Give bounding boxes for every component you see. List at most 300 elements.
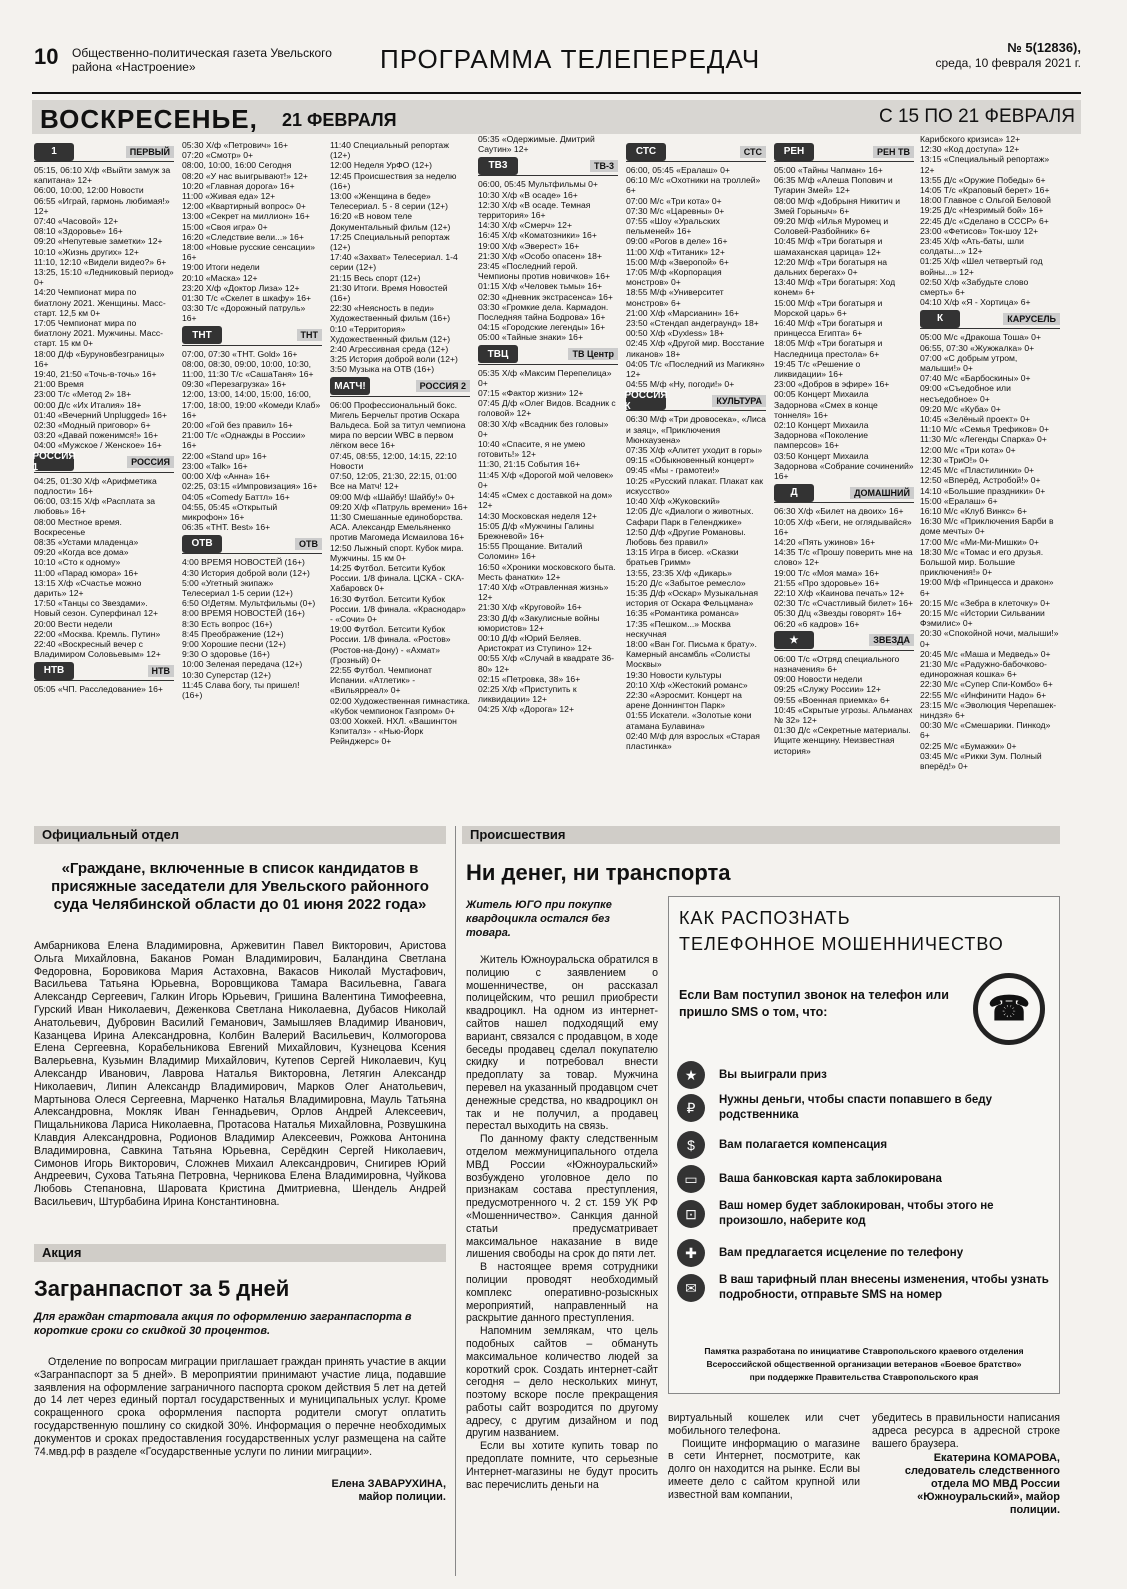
program-listing: 15:00 М/ф «Три богатыря и Морской царь» 6+: [774, 297, 883, 318]
program-listing: 22:10 Х/ф «Каинова печать» 12+: [774, 587, 905, 598]
program-listing: 13:00 «Секрет на миллион» 16+: [182, 211, 310, 222]
program-listing: 16:35 «Романтика романса»: [626, 608, 739, 619]
program-listing: 06:00 Т/с «Отряд специального назначения» 6+: [774, 653, 900, 674]
channel-name: ЗВЕЗДА: [869, 634, 914, 646]
program-listing: 00:00 Х/ф «Анна» 16+: [182, 471, 270, 482]
program-listing: 10:40 «Спасите, я не умею готовить!» 12+: [478, 439, 586, 460]
program-listing: 12:00 «Квартирный вопрос» 0+: [182, 201, 306, 212]
channel-header: [182, 534, 322, 554]
incident-section-band: Происшествия: [462, 826, 1060, 844]
publication-name: Общественно-политическая газета Увельского района «Настроение»: [72, 46, 332, 74]
program-listing: 06:00, 05:45 Мультфильмы 0+: [478, 179, 598, 190]
channel-name: РЕН ТВ: [873, 146, 914, 158]
program-listing: 01:40 «Вечерний Unplugged» 16+: [34, 409, 167, 420]
scam-footer-line1: Памятка разработана по инициативе Ставропольского краевого отделения: [704, 1346, 1024, 1356]
program-listing: 9:00 Хорошие песни (12+): [182, 638, 286, 649]
program-listing: 08:10 «Здоровье» 16+: [34, 226, 123, 237]
program-listing: 08:35 «Устами младенца»: [34, 536, 139, 547]
issue-date: среда, 10 февраля 2021 г.: [935, 56, 1081, 70]
channel-logo-icon: РОССИЯ К: [624, 389, 668, 412]
program-listing: 12:45 М/с «Пластилинки» 0+: [920, 465, 1034, 476]
program-listing: 14:35 Т/с «Прошу поверить мне на слово» 12+: [774, 547, 913, 568]
program-listing: 04:25, 01:30 Х/ф «Арифметика подлости» 16+: [34, 475, 157, 496]
channel-name: СТС: [740, 146, 766, 158]
program-listing: 04:10 Х/ф «Я - Хортица» 6+: [920, 297, 1031, 308]
program-listing: 20:15 М/с «Истории Сильвании Фэмилис» 0+: [920, 607, 1045, 629]
program-listing: 01:25 Х/ф «Шел четвертый год войны...» 12+: [920, 256, 1043, 277]
program-listing: 22:55 М/с «Инфинити Надо» 6+: [920, 689, 1047, 700]
channel-name: КУЛЬТУРА: [712, 395, 766, 407]
scam-item: ✉ В ваш тарифный план внесены изменения, чтобы узнать подробности, отправьте SMS на номер: [677, 1273, 1053, 1303]
action-headline: Загранпаспот за 5 дней: [34, 1276, 290, 1301]
channel-logo-icon: Д: [774, 484, 814, 502]
program-listing: 06:55, 07:30 «Жужжалка» 0+: [920, 342, 1035, 353]
program-listing: 08:30 Х/ф «Всадник без головы» 0+: [478, 418, 609, 439]
channel-header: [626, 391, 766, 411]
program-listing: 6:50 О!Детям. Мультфильмы (0+): [182, 598, 316, 609]
program-listing: 11:00 «Парад юмора» 16+: [34, 567, 139, 578]
program-listing: 19:25 Д/с «Незримый бой» 16+: [920, 205, 1044, 216]
program-listing: 16:30 Футбол. Бетсити Кубок России. 1/8 финала. «Краснодар» - «Сочи» 0+: [330, 593, 466, 624]
incident-p7: Поищите информацию о магазине в сети Интернет, посмотрите, как долго он находится на рынке. Если вы имеете дело с сайтом крупной или известной вам компании,: [668, 1437, 860, 1501]
program-listing: 13:25, 15:10 «Ледниковый период» 0+: [34, 267, 174, 288]
channel-header: [34, 453, 174, 473]
program-listing: 22:45 Д/с «Сделано в СССР» 6+: [920, 215, 1049, 226]
tv-column-2: [182, 140, 322, 830]
program-listing: 09:00 «Рогов в деле» 16+: [626, 236, 728, 247]
scam-item: ₽ Нужны деньги, чтобы спасти попавшего в беду родственника: [677, 1093, 1053, 1123]
program-listing: 10:40 Х/ф «Жуковский»: [626, 496, 720, 507]
program-listing: 08:20 «У нас выигрывают!» 12+: [182, 170, 308, 181]
program-listing: 03:45 М/с «Рикки Зум. Полный вперёд!» 0+: [920, 750, 1042, 771]
program-listing: 22:30 М/с «Супер Спи-Комбо» 6+: [920, 679, 1053, 690]
program-listing: 14:20 «Пять ужинов» 16+: [774, 536, 876, 547]
tv-column-4: [478, 134, 618, 830]
program-listing: 12:00, 13:00, 14:00, 15:00, 16:00, 17:00, 18:00, 19:00 «Комеди Клаб» 16+: [182, 389, 321, 420]
program-listing: 11:40 Специальный репортаж (12+): [330, 140, 449, 161]
program-listing: 07:15 «Фактор жизни» 12+: [478, 388, 584, 399]
incident-column-1: [466, 954, 658, 1491]
program-listing: 01:15 Х/ф «Человек тьмы» 16+: [478, 281, 603, 292]
program-listing: 21:30 Х/ф «Круговой» 16+: [478, 602, 582, 613]
program-listing: 00:05 Концерт Михаила Задорнова «Смех в конце тоннеля» 16+: [774, 389, 878, 420]
program-listing: 20:45 М/с «Маша и Медведь» 0+: [920, 648, 1051, 659]
program-listing: 09:00 Новости недели: [774, 674, 863, 685]
action-sig-name: Елена ЗАВАРУХИНА,: [331, 1478, 446, 1490]
program-listing: 15:05 Д/ф «Мужчины Галины Брежневой» 16+: [478, 520, 594, 541]
program-listing: 12:50 Д/ф «Другие Романовы. Любовь без правил»: [626, 526, 746, 547]
program-listing: 14:45 «Смех с доставкой на дом» 12+: [478, 490, 613, 511]
channel-logo-icon: 1: [34, 143, 74, 161]
program-listing: 17:40 «Захват» Телесериал. 1-4 серии (12+): [330, 252, 458, 273]
program-listing: 05:15, 06:10 Х/ф «Выйти замуж за капитана» 12+: [34, 165, 171, 186]
program-listing: 01:30 Т/с «Скелет в шкафу» 16+: [182, 293, 312, 304]
action-section-band: Акция: [34, 1244, 446, 1262]
program-listing: 03:00 Хоккей. НХЛ. «Вашингтон Кэпиталз» - «Нью-Йорк Рейнджерс» 0+: [330, 715, 457, 747]
scam-footer: [675, 1345, 1053, 1384]
program-listing: 08:00, 08:30, 09:00, 10:00, 10:30, 11:00, 11:30 Т/с «СашаТаня» 16+: [182, 358, 314, 380]
official-section-band: Официальный отдел: [34, 826, 446, 844]
program-listing: 09:20 Х/ф «Патруль времени» 16+: [330, 501, 468, 512]
program-listing: 20:30 «Спокойной ночи, малыши!» 0+: [920, 628, 1059, 649]
program-listing: 11:30 Смешанные единоборства. АСА. Александр Емельяненко против Магомеда Исмаилова 16+: [330, 511, 465, 543]
program-listing: 8:00 ВРЕМЯ НОВОСТЕЙ (16+): [182, 608, 305, 619]
program-listing: 2:40 Агрессивная среда (12+): [330, 344, 449, 355]
incident-sig-title: следователь следственного отдела МО МВД России «Южноуральский», майор полиции.: [904, 1465, 1060, 1516]
program-listing: 03:30 «Громкие дела. Кармадон. Последняя тайна Бодрова» 16+: [478, 301, 609, 323]
program-listing: 13:00 «Женщина в беде» Телесериал. 5 - 8 серии (12+): [330, 191, 449, 212]
channel-name: ОТВ: [295, 538, 322, 550]
channel-name: РОССИЯ 2: [416, 380, 470, 392]
channel-name: ТНТ: [297, 329, 323, 341]
program-listing: 10:10 «Жизнь других» 12+: [34, 246, 139, 257]
incident-p5: Если вы хотите купить товар по предоплате помните, что серьезные Интернет-магазины не будут просить вас перечислить деньги на: [466, 1440, 658, 1491]
section-title: ПРОГРАММА ТЕЛЕПЕРЕДАЧ: [380, 44, 761, 74]
incident-p3: В настоящее время сотрудники полиции проводят необходимый комплекс оперативно-розыскных мероприятий, направленный на раскрытие данного преступления.: [466, 1261, 658, 1325]
program-listing: 18:00 «Ван Гог. Письма к брату». Камерный ансамбль «Солисты Москвы»: [626, 638, 757, 670]
program-listing: 02:25 Х/ф «Приступить к ликвидации» 12+: [478, 683, 577, 705]
program-listing: 11:00 «Живая еда» 12+: [182, 191, 276, 202]
program-listing: 09:30 «Перезагрузка» 16+: [182, 379, 287, 390]
header-rule: [32, 92, 1081, 94]
program-listing: 23:30 Д/ф «Закулисные войны юмористов» 12+: [478, 612, 600, 633]
incident-p8: убедитесь в правильности написания адреса ресурса в адресной строке вашего браузера.: [872, 1412, 1060, 1450]
program-listing: 9:30 О здоровье (16+): [182, 649, 270, 660]
program-listing: 09:45 «Мы - грамотеи!»: [626, 465, 720, 476]
program-listing: 19:00 Х/ф «Эверест» 16+: [478, 240, 580, 251]
program-listing: 04:25 Х/ф «Дорога» 12+: [478, 704, 574, 715]
channel-name: КАРУСЕЛЬ: [1003, 313, 1060, 325]
channel-header: [182, 326, 322, 346]
program-listing: 16:30 М/с «Приключения Барби в доме мечты» 0+: [920, 516, 1054, 537]
program-listing: 09:15 «Обыкновенный концерт»: [626, 455, 755, 466]
channel-logo-icon: РОССИЯ 1: [32, 451, 76, 474]
issue-number: № 5(12836),: [1007, 40, 1081, 55]
program-listing: 11:45 Х/ф «Дорогой мой человек» 0+: [478, 469, 614, 490]
program-listing: 08:00 Местное время. Воскресенье: [34, 516, 122, 537]
scam-title: [679, 905, 1004, 957]
program-listing: 06:00, 10:00, 12:00 Новости: [34, 185, 144, 196]
program-listing: 10:30 Суперстар (12+): [182, 669, 271, 680]
program-listing: 15:00 «Своя игра» 0+: [182, 221, 268, 232]
program-listing: 23:45 «Последний герой. Чемпионы против новичков» 16+: [478, 261, 610, 282]
channel-name: РОССИЯ: [127, 456, 174, 468]
program-listing: 4:00 ВРЕМЯ НОВОСТЕЙ (16+): [182, 557, 305, 568]
program-listing: 21:00 Время: [34, 379, 84, 390]
program-listing: 13:15 «Специальный репортаж» 12+: [920, 154, 1050, 175]
program-listing: 03:30 Т/с «Дорожный патруль» 16+: [182, 303, 306, 324]
program-listing: 15:00 «Ералаш» 6+: [920, 495, 998, 506]
program-listing: 06:00 Профессиональный бокс. Мигель Берчельт против Оскара Вальдеса. Бой за титул чемпиона мира по версии WBC в первом лёгком весе 16+: [330, 399, 466, 451]
action-signature: [240, 1478, 446, 1504]
channel-header: [774, 142, 914, 162]
program-listing: 05:00 «Тайны Чапман» 16+: [774, 165, 883, 175]
program-listing: 8:30 Есть вопрос (16+): [182, 618, 273, 629]
program-listing: 21:30 М/с «Радужно-бабочково-единорожная кошка» 6+: [920, 658, 1047, 680]
program-listing: 23:00 Т/с «Метод 2» 18+: [34, 389, 132, 400]
program-listing: 23:45 Х/ф «Ать-баты, шли солдаты...» 12+: [920, 236, 1024, 257]
program-listing: 04:55 М/ф «Ну, погоди!» 0+: [626, 379, 735, 390]
program-listing: 19:40, 21:50 «Точь-в-точь» 16+: [34, 369, 157, 380]
program-listing: 16:40 М/ф «Три богатыря и принцесса Египта» 6+: [774, 318, 883, 339]
program-listing: 02:15 «Петровка, 38» 16+: [478, 673, 581, 684]
program-listing: 04:05 Т/с «Последний из Магикян» 12+: [626, 358, 765, 380]
program-listing: 07:45, 08:55, 12:00, 14:15, 22:10 Новости: [330, 450, 457, 471]
scam-item: ✚ Вам предлагается исцеление по телефону: [677, 1239, 1053, 1267]
channel-logo-icon: ТВЦ: [478, 345, 518, 363]
program-listing: 13:15 Х/ф «Счастье можно дарить» 12+: [34, 577, 142, 598]
program-listing: 12:50 Лыжный спорт. Кубок мира. Мужчины. 15 км 0+: [330, 542, 464, 563]
program-listing: 22:00 «Москва. Кремль. Путин»: [34, 628, 161, 639]
coins-icon: $: [677, 1131, 705, 1159]
action-sig-title: майор полиции.: [358, 1491, 446, 1503]
program-listing: 17:05 Чемпионат мира по биатлону 2021. Мужчины. Масс-старт. 15 км 0+: [34, 318, 164, 349]
program-listing: 12:30 «ТриО!» 0+: [920, 454, 990, 465]
program-listing: 07:40 «Часовой» 12+: [34, 216, 119, 227]
medical-kit-icon: ✚: [677, 1239, 705, 1267]
incident-column-3: [872, 1412, 1060, 1450]
scam-footer-line3: при поддержке Правительства Ставропольского края: [749, 1372, 979, 1382]
program-listing: 23:00 «Фетисов» Ток-шоу 12+: [920, 225, 1039, 236]
phone-warning-icon: ☎: [973, 973, 1045, 1045]
program-listing: 20:00 «Гой без правил» 16+: [182, 420, 293, 431]
program-listing: 17:05 М/ф «Корпорация монстров» 0+: [626, 267, 722, 288]
program-listing: 19:30 Новости культуры: [626, 669, 722, 680]
program-listing: 05:30 Х/ф «Петрович» 16+: [182, 140, 289, 150]
envelope-icon: ✉: [677, 1274, 705, 1302]
program-listing: 10:30 Х/ф «В осаде» 16+: [478, 189, 578, 200]
channel-name: ТВ Центр: [568, 348, 618, 360]
program-listing: 05:05 «ЧП. Расследование» 16+: [34, 684, 163, 695]
program-listing: 15:00 М/ф «Зверопой» 6+: [626, 256, 729, 267]
action-body: [34, 1356, 446, 1458]
channel-name: ПЕРВЫЙ: [126, 146, 174, 158]
program-listing: 4:30 История доброй воли (12+): [182, 567, 310, 578]
program-listing: 02:30 «Дневник экстрасенса» 16+: [478, 291, 613, 302]
scam-item: ▭ Ваша банковская карта заблокирована: [677, 1165, 1053, 1193]
program-listing: 20:10 Х/ф «Жестокий романс»: [626, 679, 748, 690]
incident-headline: Ни денег, ни транспорта: [466, 860, 731, 885]
program-listing: 10:05 Х/ф «Беги, не оглядывайся» 16+: [774, 516, 912, 537]
program-listing: 07:00 «С добрым утром, малыши!» 0+: [920, 352, 1018, 374]
program-listing: 19:45 Т/с «Решение о ликвидации» 16+: [774, 358, 861, 380]
action-lead: Для граждан стартовала акция по оформлению загранпаспорта в короткие сроки со скидкой 30 процентов.: [34, 1311, 412, 1337]
program-listing: 12:05 Д/с «Диалоги о животных. Сафари Парк в Геленджике»: [626, 506, 754, 527]
incident-column-2: [668, 1412, 860, 1502]
program-listing: 06:20 «6 кадров» 16+: [774, 618, 860, 629]
program-listing: 20:10 «Маска» 12+: [182, 272, 258, 283]
program-listing: 09:20 М/ф «Илья Муромец и Соловей-Разбойник» 6+: [774, 216, 889, 237]
tv-column-5: [626, 140, 766, 830]
program-listing: 11:00 Х/ф «Титаник» 12+: [626, 246, 725, 257]
channel-logo-icon: ТНТ: [182, 326, 222, 344]
channel-header: [34, 142, 174, 162]
program-listing: 12:00 Неделя УрФО (12+): [330, 160, 433, 171]
channel-header: [774, 483, 914, 503]
program-listing: 05:30 Д/ц «Звезды говорят» 16+: [774, 608, 902, 619]
program-listing: 06:00, 03:15 Х/ф «Расплата за любовь» 16+: [34, 496, 156, 517]
program-listing: 11:45 Слава богу, ты пришел! (16+): [182, 679, 300, 700]
channel-logo-icon: СТС: [626, 143, 666, 161]
program-listing: 03:20 «Давай поженимся!» 16+: [34, 430, 159, 441]
program-listing: 02:30 «Модный приговор» 6+: [34, 420, 151, 431]
program-listing: 06:30 Х/ф «Билет на двоих» 16+: [774, 506, 904, 517]
channel-header: [626, 142, 766, 162]
incident-p6: виртуальный кошелек или счет мобильного телефона.: [668, 1412, 860, 1437]
channel-logo-icon: РЕН: [774, 143, 814, 161]
program-listing: 20:15 М/с «Зебра в клеточку» 0+: [920, 597, 1051, 608]
program-listing: 07:45 Д/ф «Олег Видов. Всадник с головой» 12+: [478, 398, 616, 419]
scam-infobox: [668, 896, 1060, 1394]
program-listing: 22:30 «Неясность в педи» Художественный фильм (16+): [330, 303, 451, 324]
channel-logo-icon: МАТЧ!: [330, 377, 370, 395]
program-listing: 02:25 М/с «Бумажки» 0+: [920, 740, 1017, 751]
program-listing: 3:50 Музыка на ОТВ (16+): [330, 364, 435, 375]
program-listing: 14:05 Т/с «Краповый берет» 16+: [920, 185, 1050, 196]
incident-sig-name: Екатерина КОМАРОВА,: [933, 1452, 1060, 1464]
scam-item: $ Вам полагается компенсация: [677, 1131, 1053, 1159]
program-listing: 05:00 М/с «Дракоша Тоша» 0+: [920, 332, 1041, 343]
program-listing: Карибского кризиса» 12+: [920, 134, 1021, 144]
program-listing: 02:45 Х/ф «Другой мир. Восстание ликанов» 18+: [626, 338, 765, 359]
program-listing: 12:30 Х/ф «В осаде. Темная территория» 16+: [478, 199, 591, 221]
channel-header: [774, 631, 914, 651]
program-listing: 14:30 Х/ф «Смерч» 12+: [478, 220, 572, 231]
program-listing: 05:00 «Тайные знаки» 16+: [478, 332, 583, 343]
day-date: 21 ФЕВРАЛЯ: [282, 110, 397, 130]
program-listing: 07:00, 07:30 «ТНТ. Gold» 16+: [182, 348, 298, 359]
program-listing: 06:55 «Играй, гармонь любимая!» 12+: [34, 195, 170, 216]
program-listing: 18:00 Главное с Ольгой Беловой: [920, 195, 1051, 206]
program-listing: 18:00 «Новые русские сенсации» 16+: [182, 242, 315, 263]
program-listing: 13:40 М/ф «Три богатыря: Ход конем» 6+: [774, 277, 896, 298]
channel-header: [478, 156, 618, 176]
program-listing: 07:30 М/с «Царевны» 0+: [626, 205, 725, 216]
program-listing: 02:40 М/ф для взрослых «Старая пластинка»: [626, 730, 760, 751]
channel-name: ТВ-3: [590, 160, 618, 172]
program-listing: 07:55 «Шоу «Уральских пельменей» 16+: [626, 216, 720, 237]
section-divider: [455, 826, 456, 1576]
program-listing: 19:00 Т/с «Моя мама» 16+: [774, 567, 880, 578]
program-listing: 15:55 Прощание. Виталий Соломин» 16+: [478, 541, 583, 562]
channel-header: [330, 377, 470, 397]
program-listing: 20:00 Вести недели: [34, 618, 113, 629]
program-listing: 17:25 Специальный репортаж (12+): [330, 231, 450, 253]
program-listing: 18:05 М/ф «Три богатыря и Наследница престола» 6+: [774, 338, 883, 359]
program-listing: 23:20 Х/ф «Доктор Лиза» 12+: [182, 282, 300, 293]
program-listing: 10:45 М/ф «Три богатыря и шамаханская царица» 12+: [774, 236, 883, 257]
issue-info: [936, 40, 1082, 71]
program-listing: 04:05 «Comedy Баттл» 16+: [182, 491, 290, 502]
program-listing: 07:40 М/с «Барбоскины» 0+: [920, 373, 1031, 384]
program-listing: 08:00 М/ф «Добрыня Никитич и Змей Горыныч» 6+: [774, 195, 901, 216]
program-listing: 12:50 «Вперёд, Астробой!» 0+: [920, 475, 1041, 486]
incident-p2: По данному факту следственным отделом межмуниципального отдела МВД России «Южноуральский» возбуждено уголовное дело по признакам состава преступления, предусмотренного ч. 2 ст. 159 УК РФ «Мошенничество». Санкция данной статьи предусматривает максимальное наказание в виде лишения свободы на срок до пяти лет.: [466, 1133, 658, 1261]
channel-name: ДОМАШНИЙ: [850, 487, 914, 499]
program-listing: 06:00, 05:45 «Ералаш» 0+: [626, 165, 730, 175]
program-listing: 14:30 Московская неделя 12+: [478, 510, 597, 521]
program-listing: 10:45 «Зелёный проект» 0+: [920, 414, 1031, 425]
program-listing: 03:50 Концерт Михаила Задорнова «Собрание сочинений» 16+: [774, 450, 914, 482]
program-listing: 21:00 Х/ф «Марсианин» 16+: [626, 307, 739, 318]
program-listing: 09:00 М/ф «Шайбу! Шайбу!» 0+: [330, 491, 455, 502]
program-listing: 02:50 Х/ф «Забудьте слово смерть» 6+: [920, 276, 1029, 298]
program-listing: 16:20 «Следствие вели...» 16+: [182, 231, 304, 242]
program-listing: 21:55 «Про здоровье» 16+: [774, 577, 880, 588]
scam-title-line2: ТЕЛЕФОННОЕ МОШЕННИЧЕСТВО: [679, 934, 1004, 954]
program-listing: 16:20 «В новом теле Документальный фильм (12+): [330, 211, 451, 232]
channel-header: [34, 661, 174, 681]
incident-p1: Житель Южноуральска обратился в полицию с заявлением о мошенничестве, он рассказал полицейским, что решил приобрести квадроцикл. На одном из интернет-сайтов нашел подходящий ему вариант, связался с продавцом, в ходе беседы продавец сделал покупателю скидку и потребовал внести предоплату за товар. Мужчина перевел на указанный продавцом счет денежные средства, но квадроцикл он так и не получил, а продавец перестал выходить на связь.: [466, 954, 658, 1133]
program-listing: 10:45 «Скрытые угрозы. Альманах № 32» 12+: [774, 704, 913, 725]
program-listing: 14:20 Чемпионат мира по биатлону 2021. Женщины. Масс-старт. 12,5 км 0+: [34, 287, 166, 318]
program-listing: 10:00 Зеленая передача (12+): [182, 659, 303, 670]
program-listing: 06:30 М/ф «Три дровосека», «Лиса и заяц», «Приключения Мюнхаузена»: [626, 414, 766, 445]
program-listing: 5:00 «Угетный экипаж» Телесериал 1-5 серии (12+): [182, 577, 293, 598]
program-listing: 05:35 Х/ф «Максим Перепелица» 0+: [478, 367, 612, 388]
program-listing: 02:00 Художественная гимнастика. «Кубок чемпионок Газпром» 0+: [330, 695, 470, 716]
program-listing: 06:35 М/ф «Алеша Попович и Тугарин Змей» 12+: [774, 175, 893, 196]
program-listing: 19:00 Итоги недели: [182, 262, 260, 273]
channel-logo-icon: К: [920, 310, 960, 328]
program-listing: 13:15 Игра в бисер. «Сказки братьев Гримм»: [626, 547, 739, 568]
program-listing: 05:35 «Одержимые. Дмитрий Саутин» 12+: [478, 134, 595, 155]
program-listing: 21:30 Итоги. Время Новостей (16+): [330, 282, 448, 304]
program-listing: 15:35 Д/ф «Оскар» Музыкальная история от Оскара Фельцмана»: [626, 587, 759, 609]
program-listing: 13:55 Д/с «Оружие Победы» 6+: [920, 174, 1046, 185]
program-listing: 02:25, 03:15 «Импровизация» 16+: [182, 481, 318, 492]
program-listing: 09:55 «Военная приемка» 6+: [774, 694, 890, 705]
program-listing: 23:00 «Добров в эфире» 16+: [774, 379, 890, 390]
program-listing: 11:30 М/с «Легенды Спарка» 0+: [920, 434, 1047, 445]
program-listing: 17:00 М/с «Ми-Ми-Мишки» 0+: [920, 536, 1039, 547]
program-listing: 23:50 «Стендап андеграунд» 18+: [626, 318, 759, 329]
program-listing: 8:45 Преображение (12+): [182, 628, 284, 639]
scam-intro: Если Вам поступил звонок на телефон или пришло SMS о том, что:: [679, 988, 949, 1019]
program-listing: 19:00 М/ф «Принцесса и дракон» 6+: [920, 577, 1054, 598]
scam-item: ⊡ Ваш номер будет заблокирован, чтобы этого не произошло, наберите код: [677, 1199, 1053, 1229]
program-listing: 04:15 «Городские легенды» 16+: [478, 322, 606, 333]
day-name: ВОСКРЕСЕНЬЕ,: [40, 104, 258, 134]
program-listing: 18:30 М/с «Томас и его друзья. Большой мир. Большие приключения!» 0+: [920, 546, 1044, 578]
program-listing: 06:35 «ТНТ. Best» 16+: [182, 522, 271, 533]
program-listing: 08:00, 10:00, 16:00 Сегодня: [182, 160, 292, 171]
program-listing: 22:00 «Stand up» 16+: [182, 450, 267, 461]
program-listing: 09:00 «Съедобное или несъедобное» 0+: [920, 383, 1011, 404]
channel-logo-icon: ТВ3: [478, 157, 518, 175]
program-listing: 23:15 М/с «Эволюция Черепашек-ниндзя» 6+: [920, 699, 1057, 720]
scam-footer-line2: Всероссийской общественной организации ветеранов «Боевое братство»: [706, 1359, 1022, 1369]
program-listing: 18:00 Д/ф «Буруновбезграницы» 16+: [34, 348, 165, 369]
program-listing: 21:00 Т/с «Однажды в России» 16+: [182, 430, 306, 451]
scam-item: ★ Вы выиграли приз: [677, 1061, 1053, 1089]
program-listing: 21:30 Х/ф «Особо опасен» 18+: [478, 250, 602, 261]
program-listing: 14:25 Футбол. Бетсити Кубок России. 1/8 финала. ЦСКА - СКА-Хабаровск 0+: [330, 562, 465, 594]
tv-column-6: [774, 140, 914, 830]
tv-column-1: [34, 140, 174, 830]
incident-lead: Житель ЮГО при покупке квардоцикла остался без товара.: [466, 899, 612, 939]
program-listing: 17:35 «Пешком...» Москва нескучная: [626, 618, 731, 639]
program-listing: 22:40 «Воскресный вечер с Владимиром Соловьевым» 12+: [34, 638, 161, 660]
program-listing: 14:10 «Большие праздники» 0+: [920, 485, 1046, 496]
program-listing: 22:30 «Аэросмит. Концерт на арене Доннингтон Парк»: [626, 689, 742, 711]
program-listing: 09:20 М/с «Куба» 0+: [920, 403, 1001, 414]
program-listing: 13:55, 23:35 Х/ф «Дикарь»: [626, 567, 732, 578]
program-listing: 04:00 «Мужское / Женское» 16+: [34, 440, 162, 451]
program-listing: 07:00 М/с «Три кота» 0+: [626, 195, 722, 206]
program-listing: 3:25 История доброй воли (12+): [330, 354, 458, 365]
program-listing: 12:45 Происшествия за неделю (16+): [330, 170, 457, 191]
